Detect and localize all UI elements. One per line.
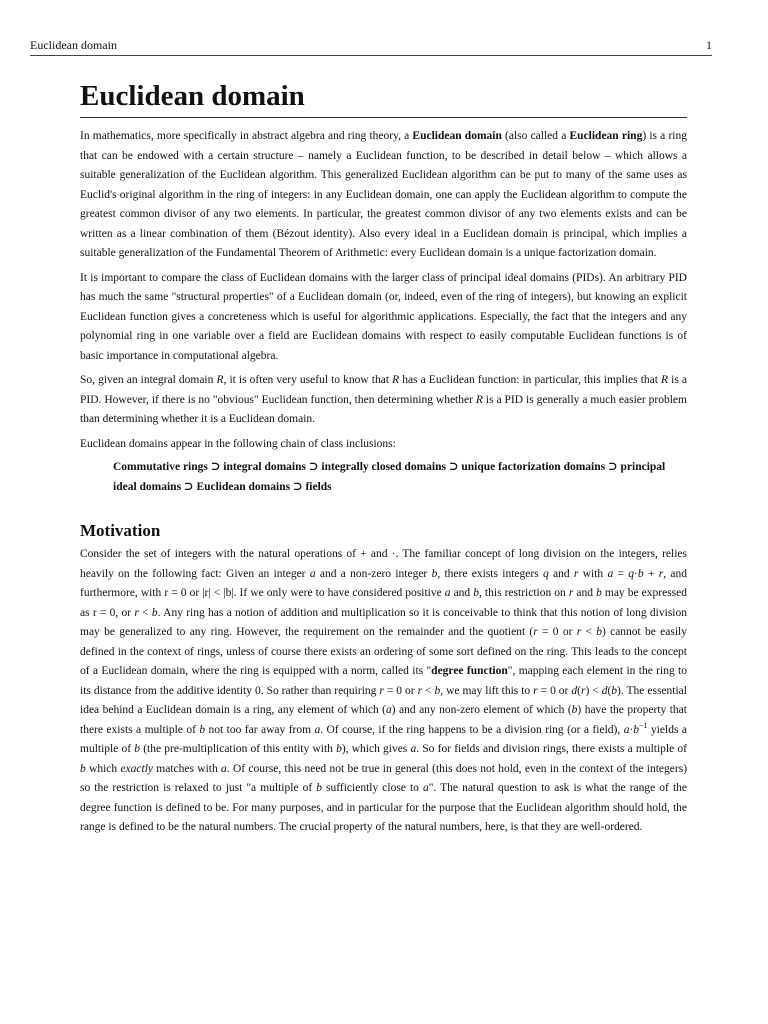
intro-paragraph: [80, 127, 687, 264]
running-title: Euclidean domain: [30, 38, 117, 52]
class-inclusion-chain: Commutative rings ⊃ integral domains ⊃ integrally closed domains ⊃ unique factorization domains ⊃ principal ideal domains ⊃ Euclidean domains ⊃ fields: [113, 461, 666, 493]
page-title: Euclidean domain: [80, 78, 687, 118]
section-heading-motivation: Motivation: [80, 521, 161, 540]
running-header: [30, 38, 712, 56]
pid-comparison-paragraph: It is important to compare the class of Euclidean domains with the larger class of principal ideal domains (PIDs). An arbitrary PID has much the same "structural properties" of a Euclidean domain (or, indeed, even of the ring of integers), but knowing an explicit Euclidean function gives a concreteness which is useful for algorithmic applications. Especially, the fact that the integers and any polynomial ring in one variable over a field are Euclidean domains with respect to easily computable Euclidean functions is of basic importance in computational algebra.: [80, 271, 687, 362]
term-euclidean-domain: Euclidean domain: [412, 130, 502, 142]
text-run: is a PID. However, if there is no "obvious" Euclidean function, then determining whether: [80, 374, 687, 406]
var-R: R: [661, 374, 669, 386]
text-run: So, given an integral domain: [80, 374, 217, 386]
page-number: 1: [706, 38, 712, 52]
motivation-paragraph: Consider the set of integers with the natural operations of + and ·. The familiar concept of long division on the integers, relies heavily on the following fact: Given an integer a and a non-zero integer b, there exists integers q and r with a = q·b + r, and furthermore, with r = 0 or |r| < |b|. If we only were to have considered positive a and b, this restriction on r and b may be expressed as r = 0, or r < b. Any ring has a notion of addition and multiplication so it is conceivable to think that this notion of long division may be generalized to any ring. However, the requirement on the remainder and the quotient (r = 0 or r < b) cannot be easily defined in the context of rings, unless of course there exists an ordering of some sort defined on the ring. This leads to the concept of a Euclidean domain, where the ring is equipped with a norm, called its "degree function", mapping each element in the ring to its distance from the additive identity 0. So rather than requiring r = 0 or r < b, we may lift this to r = 0 or d(r) < d(b). The essential idea behind a Euclidean domain is a ring, any element of which (a) and any non-zero element of which (b) have the property that there exists a multiple of b not too far away from a. Of course, if the ring happens to be a division ring (or a field), $a\cdot b^{-1}$ yields a multiple of b (the pre-multiplication of this entity with b), which gives a. So for fields and division rings, there exists a multiple of b which exactly matches with a. Of course, this need not be true in general (this does not hold, even in the context of the integers) so the restriction is relaxed to just "a multiple of b sufficiently close to a". The natural question to ask is what the range of the degree function is defined to be. For many purposes, and in particular for the purpose that the Euclidean algorithm should hold, the range is defined to be the natural numbers. The crucial property of the natural numbers, here, is that they are well-ordered.: [80, 548, 688, 833]
var-R: R: [216, 374, 224, 386]
term-degree-function: degree function: [431, 665, 508, 677]
text-run: , it is often very useful to know that: [223, 374, 393, 386]
term-euclidean-ring: Euclidean ring: [569, 130, 643, 142]
text-run: is a PID is generally a much easier problem than determining whether it is a Euclidean domain.: [80, 393, 687, 425]
chain-intro-paragraph: Euclidean domains appear in the following chain of class inclusions:: [80, 437, 396, 450]
article-body: [80, 78, 687, 838]
text-run: has a Euclidean function: in particular, this implies that: [399, 374, 662, 386]
var-R: R: [392, 374, 400, 386]
text-run: In mathematics, more specifically in abstract algebra and ring theory, a: [80, 130, 413, 142]
text-run: ) is a ring that can be endowed with a certain structure – namely a Euclidean function, to be described in detail below – which allows a suitable generalization of the Euclidean algorithm. This generalized Euclidean algorithm can be put to many of the same uses as Euclid's original algorithm in the ring of integers: in any Euclidean domain, one can apply the Euclidean algorithm to compute the greatest common divisor of any two elements. In particular, the greatest common divisor of any two elements exists and can be written as a linear combination of them (Bézout identity). Also every ideal in a Euclidean domain is principal, which implies a suitable generalization of the Fundamental Theorem of Arithmetic: every Euclidean domain is a unique factorization domain.: [80, 130, 687, 259]
text-run: (also called a: [501, 130, 570, 142]
integral-domain-paragraph: [80, 371, 687, 430]
var-R: R: [475, 393, 483, 406]
